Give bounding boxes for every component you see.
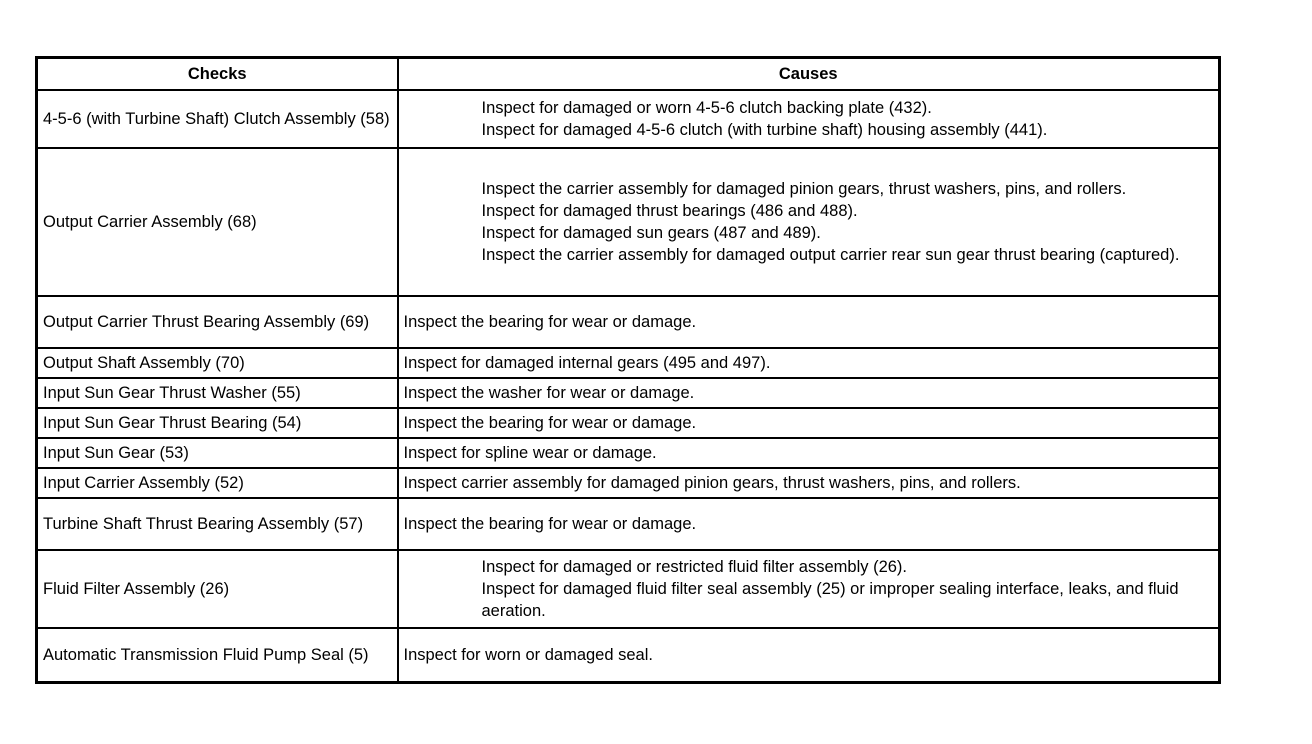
cause-item: Inspect the carrier assembly for damaged pinion gears, thrust washers, pins, and rollers. <box>481 180 1127 198</box>
table-row <box>37 628 1220 683</box>
check-cell: Automatic Transmission Fluid Pump Seal (5) <box>37 628 398 683</box>
table-row <box>37 378 1220 408</box>
header-causes: Causes <box>398 58 1220 91</box>
causes-cell <box>398 90 1220 148</box>
causes-cell <box>398 550 1220 628</box>
table-header-row <box>37 58 1220 91</box>
check-cell: Input Carrier Assembly (52) <box>37 468 398 498</box>
causes-cell: Inspect carrier assembly for damaged pinion gears, thrust washers, pins, and rollers. <box>398 468 1220 498</box>
table-row <box>37 438 1220 468</box>
check-cell: Fluid Filter Assembly (26) <box>37 550 398 628</box>
cause-item: Inspect for damaged or worn 4-5-6 clutch backing plate (432). <box>481 99 932 117</box>
cause-item: Inspect for damaged thrust bearings (486 and 488). <box>481 202 858 220</box>
check-cell: Input Sun Gear Thrust Bearing (54) <box>37 408 398 438</box>
check-cell: Input Sun Gear (53) <box>37 438 398 468</box>
check-cell: Input Sun Gear Thrust Washer (55) <box>37 378 398 408</box>
causes-cell: Inspect the bearing for wear or damage. <box>398 498 1220 550</box>
table-row <box>37 296 1220 348</box>
causes-cell <box>398 148 1220 296</box>
check-cell: Output Carrier Assembly (68) <box>37 148 398 296</box>
cause-item: Inspect for damaged 4-5-6 clutch (with turbine shaft) housing assembly (441). <box>481 121 1048 139</box>
check-cell: 4-5-6 (with Turbine Shaft) Clutch Assembly (58) <box>37 90 398 148</box>
table-row <box>37 148 1220 296</box>
causes-cell: Inspect for worn or damaged seal. <box>398 628 1220 683</box>
check-cell: Output Carrier Thrust Bearing Assembly (69) <box>37 296 398 348</box>
checks-causes-table <box>35 56 1221 684</box>
causes-cell: Inspect the bearing for wear or damage. <box>398 408 1220 438</box>
causes-cell: Inspect for spline wear or damage. <box>398 438 1220 468</box>
causes-cell: Inspect the bearing for wear or damage. <box>398 296 1220 348</box>
cause-item: Inspect for damaged or restricted fluid filter assembly (26). <box>481 558 908 576</box>
causes-cell: Inspect the washer for wear or damage. <box>398 378 1220 408</box>
check-cell: Turbine Shaft Thrust Bearing Assembly (57) <box>37 498 398 550</box>
header-checks: Checks <box>37 58 398 91</box>
cause-item: Inspect for damaged fluid filter seal assembly (25) or improper sealing interface, leaks, and fluid aeration. <box>481 580 1179 620</box>
table-row <box>37 408 1220 438</box>
cause-item: Inspect for damaged sun gears (487 and 489). <box>481 224 821 242</box>
cause-item: Inspect the carrier assembly for damaged output carrier rear sun gear thrust bearing (captured). <box>481 246 1180 264</box>
causes-cell: Inspect for damaged internal gears (495 and 497). <box>398 348 1220 378</box>
table-row <box>37 348 1220 378</box>
table-row <box>37 498 1220 550</box>
table-row <box>37 468 1220 498</box>
table-row <box>37 550 1220 628</box>
inspection-table-container <box>35 56 1218 684</box>
table-row <box>37 90 1220 148</box>
check-cell: Output Shaft Assembly (70) <box>37 348 398 378</box>
